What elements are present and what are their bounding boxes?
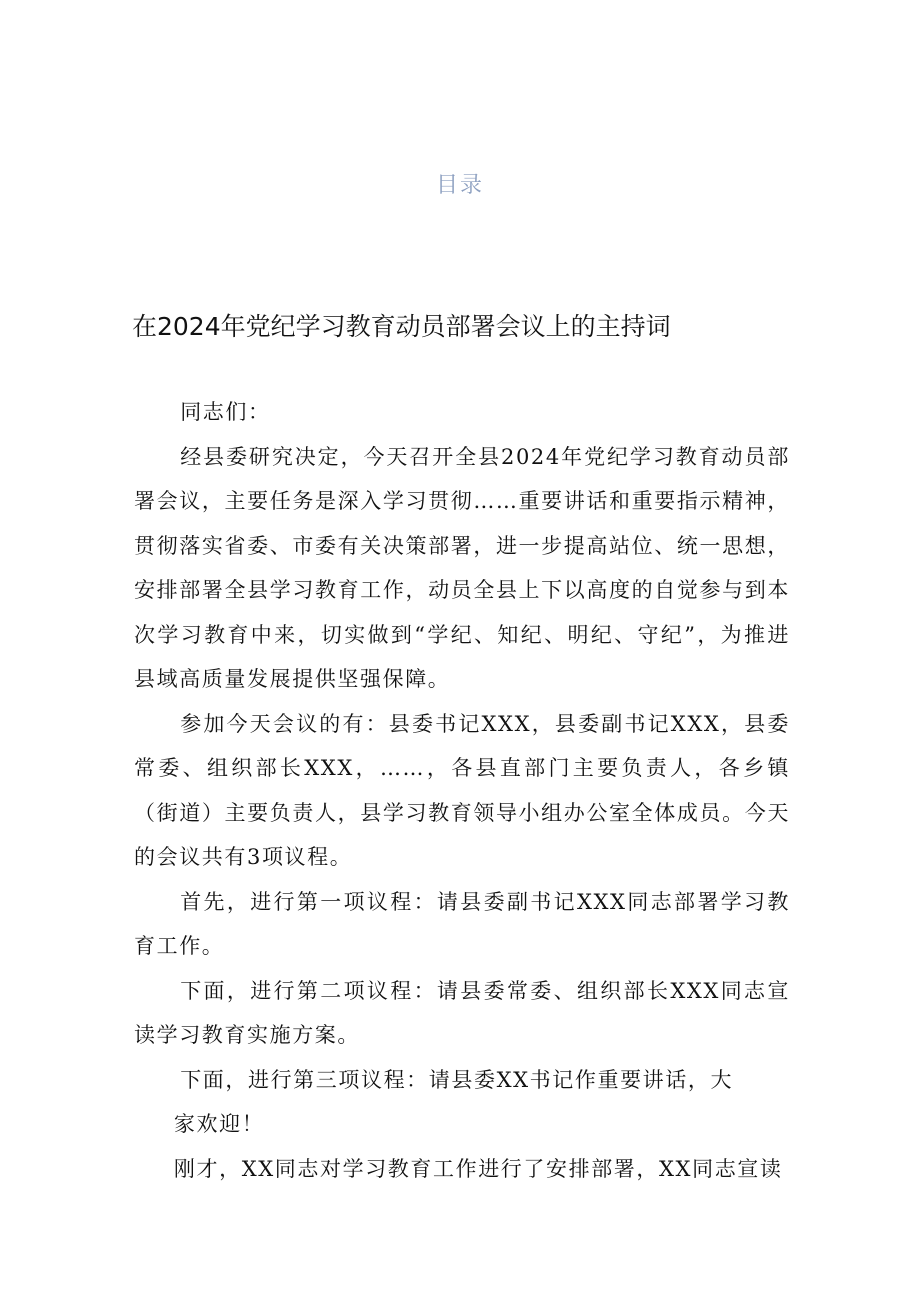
document-title: 在2024年党纪学习教育动员部署会议上的主持词 (132, 312, 671, 341)
document-body (134, 390, 790, 1191)
paragraph-attendees: 参加今天会议的有：县委书记XXX，县委副书记XXX，县委常委、组织部长XXX，……，各县直部门主要负责人，各乡镇（街道）主要负责人，县学习教育领导小组办公室全体成员。今天的会议共有3项议程。 (134, 711, 790, 869)
paragraph-agenda-item-1: 首先，进行第一项议程：请县委副书记XXX同志部署学习教育工作。 (134, 889, 790, 958)
paragraph-welcome: 家欢迎！ (173, 1112, 265, 1136)
paragraph-agenda-item-3: 下面，进行第三项议程：请县委XX书记作重要讲话，大 (180, 1067, 734, 1092)
paragraph-agenda-item-2: 下面，进行第二项议程：请县委常委、组织部长XXX同志宣读学习教育实施方案。 (134, 978, 790, 1047)
toc-heading: 目录 (435, 173, 484, 198)
paragraph-meeting-purpose: 经县委研究决定，今天召开全县2024年党纪学习教育动员部署会议，主要任务是深入学习贯彻……重要讲话和重要指示精神，贯彻落实省委、市委有关决策部署，进一步提高站位、统一思想，安排部署全县学习教育工作，动员全县上下以高度的自觉参与到本次学习教育中来，切实做到“学纪、知纪、明纪、守纪”，为推进县域高质量发展提供坚强保障。 (134, 444, 790, 691)
paragraph-summary: 刚才，XX同志对学习教育工作进行了安排部署，XX同志宣读 (173, 1156, 783, 1181)
salutation: 同志们： (180, 400, 271, 424)
